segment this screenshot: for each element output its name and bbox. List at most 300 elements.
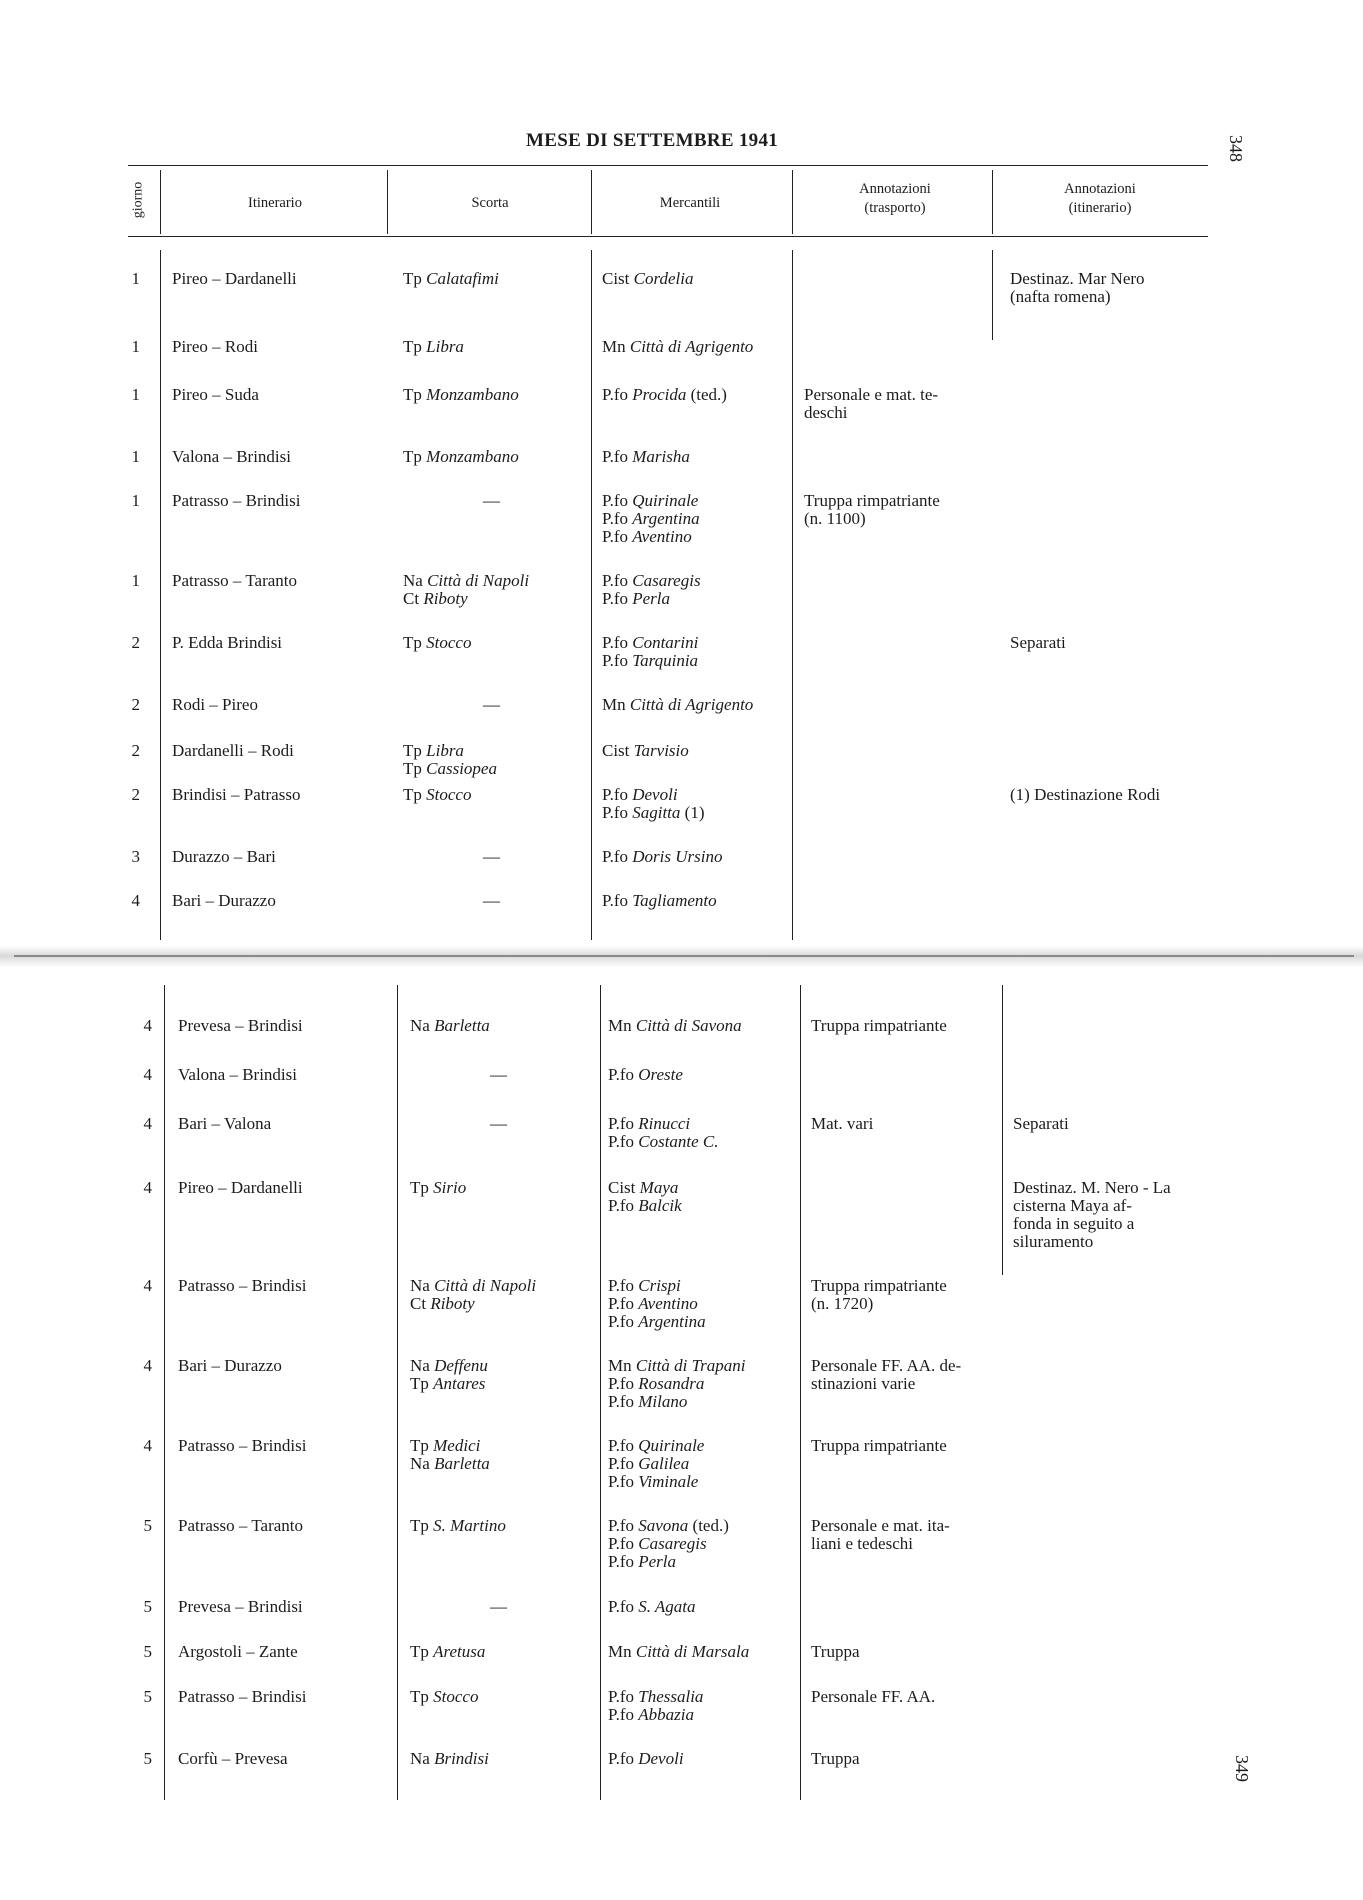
row-itinerary: Valona – Brindisi (172, 447, 291, 466)
ship-name: Barletta (434, 1454, 490, 1473)
ship-name: Costante C. (638, 1132, 719, 1151)
ship-type: P.fo (608, 1749, 634, 1768)
escort-ship (483, 848, 500, 866)
ship-name: Monzambano (426, 447, 519, 466)
ship-type: P.fo (608, 1374, 634, 1393)
ship-name: S. Martino (433, 1516, 506, 1535)
col-line-5-bottom (1002, 985, 1003, 1275)
transport-note: Mat. vari (811, 1114, 874, 1133)
ship-type: P.fo (608, 1472, 634, 1491)
header-notes-itinerary: Annotazioni (itinerario) (1064, 181, 1136, 216)
ship-type: Cist (608, 1178, 636, 1197)
ship-type: Tp (403, 633, 422, 652)
escort-ship (410, 1437, 480, 1455)
merchant-ship (602, 742, 689, 760)
book-gutter (0, 946, 1363, 968)
ship-type: Na (410, 1016, 430, 1035)
merchant-ship (608, 1553, 676, 1571)
ship-name: Libra (426, 337, 464, 356)
ship-name: S. Agata (638, 1597, 696, 1616)
transport-note: Personale e mat. te- (804, 385, 939, 404)
ship-name: Antares (433, 1374, 486, 1393)
row-day: 4 (143, 1276, 152, 1295)
row-day: 4 (131, 891, 140, 910)
ship-name: Città di Agrigento (629, 695, 754, 714)
header-divider-5 (992, 170, 993, 234)
merchant-ship (608, 1066, 683, 1084)
ship-name: Aretusa (433, 1642, 486, 1661)
ship-type: P.fo (608, 1312, 634, 1331)
ship-name: Sagitta (632, 803, 681, 822)
ship-type: P.fo (608, 1114, 634, 1133)
ship-type: — (483, 891, 500, 910)
ship-name: Aventino (638, 1294, 698, 1313)
ship-type: P.fo (602, 589, 628, 608)
row-itinerary: Bari – Durazzo (172, 891, 276, 910)
ship-type: P.fo (608, 1516, 634, 1535)
merchant-ship (608, 1750, 684, 1768)
merchant-ship (602, 572, 701, 590)
ship-type: Tp (403, 269, 422, 288)
ship-type: P.fo (602, 491, 628, 510)
ship-name: Città di Trapani (635, 1356, 746, 1375)
ship-name: Savona (638, 1516, 689, 1535)
ship-name: Devoli (638, 1749, 684, 1768)
row-itinerary: Bari – Durazzo (178, 1356, 282, 1375)
ship-name: Thessalia (638, 1687, 704, 1706)
merchant-ship (602, 652, 698, 670)
merchant-ship (608, 1688, 703, 1706)
ship-type: P.fo (602, 571, 628, 590)
merchant-ship (602, 510, 700, 528)
ship-type: Na (410, 1749, 430, 1768)
escort-ship (490, 1066, 507, 1084)
itinerary-note: (1) Destinazione Rodi (1010, 785, 1161, 804)
merchant-ship (608, 1473, 698, 1491)
ship-name: Argentina (638, 1312, 706, 1331)
row-day: 5 (143, 1597, 152, 1616)
ship-name: Stocco (426, 633, 472, 652)
itinerary-note: Destinaz. Mar Nero (1010, 269, 1145, 288)
merchant-ship (602, 270, 693, 288)
ship-type: P.fo (608, 1132, 634, 1151)
merchant-ship (608, 1437, 704, 1455)
row-itinerary: Pireo – Rodi (172, 337, 258, 356)
ship-type: P.fo (608, 1392, 634, 1411)
merchant-ship (608, 1277, 681, 1295)
row-day: 2 (131, 633, 140, 652)
row-day: 2 (131, 785, 140, 804)
transport-note: Truppa (811, 1749, 860, 1768)
row-itinerary: Prevesa – Brindisi (178, 1016, 303, 1035)
row-day: 4 (143, 1178, 152, 1197)
ship-type: P.fo (602, 527, 628, 546)
ship-type: Tp (410, 1374, 429, 1393)
escort-ship (410, 1688, 478, 1706)
row-itinerary: Dardanelli – Rodi (172, 741, 294, 760)
ship-type: Tp (403, 759, 422, 778)
row-day: 4 (143, 1356, 152, 1375)
row-day: 3 (131, 847, 140, 866)
transport-note: Personale FF. AA. (811, 1687, 936, 1706)
header-divider-1 (160, 170, 161, 234)
ship-type: P.fo (602, 803, 628, 822)
escort-ship (403, 386, 519, 404)
ship-name: Quirinale (632, 491, 699, 510)
row-itinerary: Pireo – Dardanelli (178, 1178, 303, 1197)
escort-ship (403, 572, 529, 590)
escort-ship (483, 892, 500, 910)
row-itinerary: Patrasso – Taranto (178, 1516, 304, 1535)
ship-type: P.fo (602, 385, 628, 404)
ship-type: P.fo (608, 1597, 634, 1616)
ship-type: Mn (608, 1642, 632, 1661)
header-divider-4 (792, 170, 793, 234)
merchant-ship (602, 634, 698, 652)
row-day: 4 (143, 1016, 152, 1035)
ship-name: Brindisi (434, 1749, 489, 1768)
ship-name: Libra (426, 741, 464, 760)
ship-name: Marisha (632, 447, 690, 466)
merchant-ship (602, 338, 753, 356)
merchant-ship (608, 1357, 745, 1375)
ship-name: Aventino (632, 527, 692, 546)
header-notes-transport: Annotazioni (trasporto) (859, 181, 931, 216)
merchant-ship (608, 1295, 698, 1313)
ship-note: (ted.) (686, 385, 727, 404)
row-day: 1 (131, 571, 140, 590)
ship-type: P.fo (608, 1687, 634, 1706)
page-number-bottom: 349 (1232, 1755, 1252, 1782)
ship-type: P.fo (608, 1065, 634, 1084)
row-itinerary: Bari – Valona (178, 1114, 272, 1133)
col-line-5-top (992, 250, 993, 340)
ship-name: Abbazia (638, 1705, 694, 1724)
ship-type: Mn (602, 695, 626, 714)
ship-type: P.fo (608, 1552, 634, 1571)
escort-ship (403, 338, 464, 356)
ship-type: P.fo (608, 1705, 634, 1724)
ship-name: Città di Napoli (427, 571, 530, 590)
ship-type: P.fo (602, 651, 628, 670)
ship-name: Balcik (638, 1196, 682, 1215)
row-itinerary: Prevesa – Brindisi (178, 1597, 303, 1616)
ship-name: Casaregis (632, 571, 701, 590)
transport-note: Personale FF. AA. de- (811, 1356, 962, 1375)
col-line-1-top (160, 250, 161, 940)
escort-ship (410, 1455, 490, 1473)
row-itinerary: P. Edda Brindisi (172, 633, 283, 652)
ship-name: Stocco (426, 785, 472, 804)
ship-type: Na (403, 571, 423, 590)
ship-type: P.fo (608, 1276, 634, 1295)
ship-name: Doris Ursino (632, 847, 723, 866)
merchant-ship (608, 1375, 704, 1393)
ship-name: Tarquinia (632, 651, 699, 670)
row-itinerary: Patrasso – Brindisi (178, 1276, 307, 1295)
escort-ship (410, 1277, 536, 1295)
ship-name: Crispi (638, 1276, 681, 1295)
ship-type: Mn (608, 1356, 632, 1375)
ship-type: Na (410, 1276, 430, 1295)
header-top-rule (128, 165, 1208, 166)
header-divider-2 (387, 170, 388, 234)
ship-name: Deffenu (434, 1356, 488, 1375)
row-itinerary: Brindisi – Patrasso (172, 785, 301, 804)
ship-name: Medici (433, 1436, 481, 1455)
escort-ship (410, 1295, 475, 1313)
ship-name: Sirio (433, 1178, 467, 1197)
ship-type: Tp (403, 385, 422, 404)
row-itinerary: Corfù – Prevesa (178, 1749, 288, 1768)
row-itinerary: Pireo – Dardanelli (172, 269, 297, 288)
transport-note: Truppa rimpatriante (811, 1436, 947, 1455)
header-itinerary: Itinerario (248, 195, 302, 211)
transport-note: stinazioni varie (811, 1374, 916, 1393)
ship-type: Tp (403, 785, 422, 804)
row-day: 2 (131, 741, 140, 760)
ship-name: Barletta (434, 1016, 490, 1035)
row-itinerary: Pireo – Suda (172, 385, 259, 404)
header-day: giorno (130, 181, 146, 219)
row-itinerary: Rodi – Pireo (172, 695, 258, 714)
escort-ship (403, 634, 471, 652)
row-day: 5 (143, 1642, 152, 1661)
merchant-ship (608, 1455, 689, 1473)
ship-name: Città di Marsala (635, 1642, 750, 1661)
ship-name: Viminale (638, 1472, 699, 1491)
ship-type: Cist (602, 741, 630, 760)
row-day: 5 (143, 1687, 152, 1706)
escort-ship (410, 1375, 485, 1393)
ship-name: Argentina (632, 509, 700, 528)
merchant-ship (602, 804, 704, 822)
ship-name: Quirinale (638, 1436, 705, 1455)
escort-ship (403, 590, 468, 608)
ship-name: Cassiopea (426, 759, 497, 778)
ship-name: Rinucci (638, 1114, 691, 1133)
row-day: 4 (143, 1436, 152, 1455)
ship-type: Tp (403, 741, 422, 760)
merchant-ship (602, 448, 690, 466)
ship-type: P.fo (602, 633, 628, 652)
header-divider-3 (591, 170, 592, 234)
ship-type: P.fo (608, 1534, 634, 1553)
ship-type: P.fo (608, 1196, 634, 1215)
ship-type: — (483, 695, 500, 714)
escort-ship (403, 742, 464, 760)
escort-ship (403, 760, 497, 778)
row-day: 1 (131, 491, 140, 510)
itinerary-note: cisterna Maya af- (1013, 1196, 1132, 1215)
ship-type: Na (410, 1454, 430, 1473)
row-itinerary: Durazzo – Bari (172, 847, 276, 866)
escort-ship (490, 1115, 507, 1133)
escort-ship (483, 492, 500, 510)
transport-note: Truppa (811, 1642, 860, 1661)
ship-name: Stocco (433, 1687, 479, 1706)
ship-type: — (490, 1065, 507, 1084)
transport-note: deschi (804, 403, 848, 422)
ship-name: Riboty (423, 589, 468, 608)
ship-type: Mn (602, 337, 626, 356)
ship-name: Rosandra (638, 1374, 705, 1393)
itinerary-note: Separati (1010, 633, 1066, 652)
merchant-ship (608, 1598, 696, 1616)
page-number-top: 348 (1226, 135, 1246, 162)
ship-type: — (490, 1114, 507, 1133)
merchant-ship (608, 1115, 690, 1133)
ship-name: Città di Savona (635, 1016, 742, 1035)
header-bottom-rule (128, 236, 1208, 237)
merchant-ship (608, 1643, 749, 1661)
ship-type: P.fo (602, 891, 628, 910)
ship-name: Monzambano (426, 385, 519, 404)
merchant-ship (602, 848, 722, 866)
row-day: 5 (143, 1516, 152, 1535)
page-title: MESE DI SETTEMBRE 1941 (526, 130, 779, 151)
row-itinerary: Patrasso – Taranto (172, 571, 298, 590)
transport-note: Truppa rimpatriante (811, 1276, 947, 1295)
row-itinerary: Patrasso – Brindisi (172, 491, 301, 510)
row-day: 4 (143, 1114, 152, 1133)
itinerary-note: (nafta romena) (1010, 287, 1111, 306)
row-day: 1 (131, 337, 140, 356)
ship-type: Ct (410, 1294, 427, 1313)
itinerary-note: fonda in seguito a (1013, 1214, 1135, 1233)
ship-type: Cist (602, 269, 630, 288)
merchant-ship (608, 1197, 682, 1215)
ship-type: Tp (410, 1178, 429, 1197)
row-day: 1 (131, 269, 140, 288)
escort-ship (490, 1598, 507, 1616)
merchant-ship (608, 1393, 687, 1411)
ship-type: — (483, 847, 500, 866)
ship-type: P.fo (608, 1454, 634, 1473)
itinerary-note: Separati (1013, 1114, 1069, 1133)
ship-name: Città di Napoli (434, 1276, 537, 1295)
header-escort: Scorta (471, 195, 509, 211)
ship-name: Città di Agrigento (629, 337, 754, 356)
escort-ship (410, 1643, 485, 1661)
ship-type: P.fo (608, 1436, 634, 1455)
col-line-3-top (591, 250, 592, 940)
ship-note: (1) (680, 803, 705, 822)
merchant-ship (608, 1535, 707, 1553)
merchant-ship (608, 1017, 742, 1035)
merchant-ship (602, 786, 678, 804)
transport-note: Personale e mat. ita- (811, 1516, 950, 1535)
ship-type: Tp (403, 337, 422, 356)
ship-type: — (483, 491, 500, 510)
escort-ship (403, 786, 471, 804)
row-itinerary: Patrasso – Brindisi (178, 1687, 307, 1706)
escort-ship (410, 1017, 490, 1035)
ship-type: Tp (410, 1516, 429, 1535)
gutter-edge (14, 955, 1354, 957)
ship-type: Na (410, 1356, 430, 1375)
merchant-ship (608, 1313, 706, 1331)
ship-type: Tp (410, 1436, 429, 1455)
merchant-ship (602, 528, 692, 546)
row-day: 4 (143, 1065, 152, 1084)
escort-ship (410, 1517, 506, 1535)
ship-name: Devoli (632, 785, 678, 804)
row-itinerary: Argostoli – Zante (178, 1642, 298, 1661)
ship-name: Perla (632, 589, 671, 608)
escort-ship (410, 1357, 488, 1375)
header-merchant: Mercantili (659, 195, 721, 211)
merchant-ship (608, 1133, 719, 1151)
col-line-4-top (792, 250, 793, 940)
ship-name: Tarvisio (633, 741, 689, 760)
ship-type: Tp (403, 447, 422, 466)
col-line-4-bottom (800, 985, 801, 1800)
row-day: 5 (143, 1749, 152, 1768)
ship-name: Oreste (638, 1065, 683, 1084)
transport-note: Truppa rimpatriante (804, 491, 940, 510)
ship-type: Tp (410, 1642, 429, 1661)
escort-ship (410, 1179, 466, 1197)
merchant-ship (602, 386, 727, 404)
ship-type: P.fo (608, 1294, 634, 1313)
ship-name: Procida (632, 385, 687, 404)
row-day: 1 (131, 447, 140, 466)
ship-name: Contarini (632, 633, 699, 652)
ship-name: Cordelia (633, 269, 694, 288)
ship-type: P.fo (602, 447, 628, 466)
escort-ship (410, 1750, 489, 1768)
ship-name: Tagliamento (632, 891, 717, 910)
ship-name: Riboty (430, 1294, 475, 1313)
ship-type: P.fo (602, 847, 628, 866)
escort-ship (483, 696, 500, 714)
merchant-ship (602, 696, 753, 714)
row-itinerary: Patrasso – Brindisi (178, 1436, 307, 1455)
escort-ship (403, 270, 499, 288)
itinerary-note: Destinaz. M. Nero - La (1013, 1178, 1171, 1197)
row-day: 2 (131, 695, 140, 714)
ship-type: Ct (403, 589, 420, 608)
ship-name: Maya (639, 1178, 679, 1197)
escort-ship (403, 448, 519, 466)
merchant-ship (602, 892, 717, 910)
col-line-3-bottom (600, 985, 601, 1800)
ship-name: Perla (638, 1552, 677, 1571)
transport-note: liani e tedeschi (811, 1534, 913, 1553)
row-itinerary: Valona – Brindisi (178, 1065, 297, 1084)
ship-name: Galilea (638, 1454, 690, 1473)
merchant-ship (602, 590, 670, 608)
itinerary-note: siluramento (1013, 1232, 1094, 1251)
row-day: 1 (131, 385, 140, 404)
ship-note: (ted.) (688, 1516, 729, 1535)
merchant-ship (608, 1517, 729, 1535)
ship-type: P.fo (602, 509, 628, 528)
transport-note: Truppa rimpatriante (811, 1016, 947, 1035)
ship-type: Tp (410, 1687, 429, 1706)
ship-type: — (490, 1597, 507, 1616)
transport-note: (n. 1100) (804, 509, 866, 528)
merchant-ship (602, 492, 698, 510)
ship-type: P.fo (602, 785, 628, 804)
col-line-1-bottom (164, 985, 165, 1800)
ship-type: Mn (608, 1016, 632, 1035)
col-line-2-bottom (397, 985, 398, 1800)
ship-name: Milano (638, 1392, 688, 1411)
merchant-ship (608, 1179, 678, 1197)
transport-note: (n. 1720) (811, 1294, 874, 1313)
